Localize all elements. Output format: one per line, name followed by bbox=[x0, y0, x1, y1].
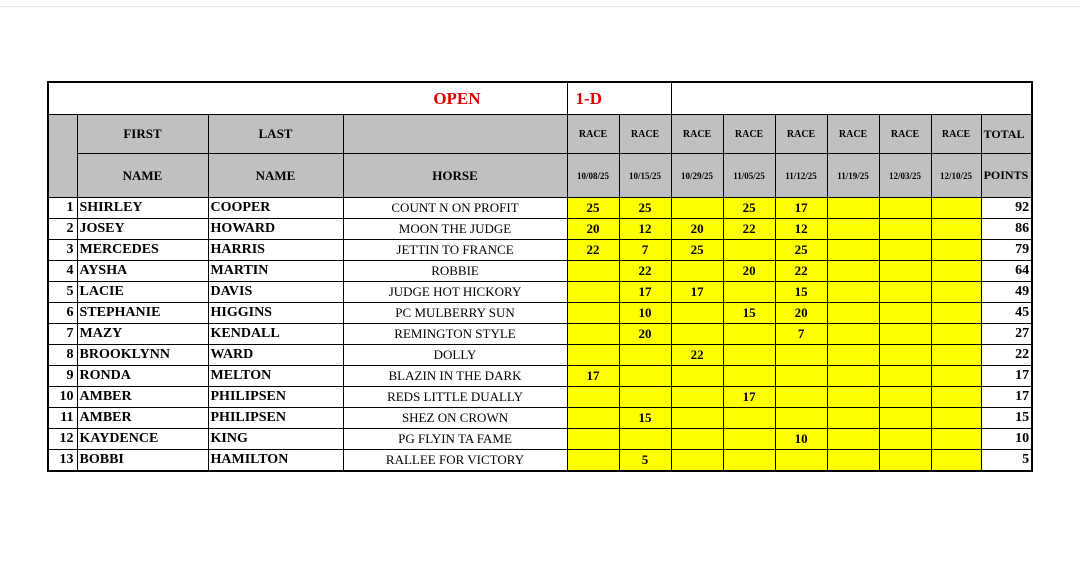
division-cell bbox=[567, 82, 671, 115]
last-name-header-top: LAST bbox=[208, 115, 343, 154]
table-row bbox=[48, 450, 1032, 472]
table-row bbox=[48, 240, 1032, 261]
first-name-header-bottom: NAME bbox=[77, 154, 208, 198]
rank-cell: 13 bbox=[48, 450, 77, 472]
sheet-title: OPEN bbox=[433, 88, 481, 108]
horse-cell: REMINGTON STYLE bbox=[343, 324, 567, 345]
race-score-cell bbox=[723, 282, 775, 303]
race-score-cell bbox=[671, 198, 723, 219]
title-spacer bbox=[671, 82, 1032, 115]
last-name-cell: MARTIN bbox=[208, 261, 343, 282]
race-score-cell bbox=[827, 303, 879, 324]
race-score-cell bbox=[723, 324, 775, 345]
race-score-cell: 7 bbox=[775, 324, 827, 345]
rank-cell: 10 bbox=[48, 387, 77, 408]
first-name-cell: AYSHA bbox=[77, 261, 208, 282]
race-date: 10/29/25 bbox=[671, 154, 723, 198]
first-name-cell: JOSEY bbox=[77, 219, 208, 240]
rank-cell: 8 bbox=[48, 345, 77, 366]
race-date: 11/12/25 bbox=[775, 154, 827, 198]
race-score-cell bbox=[619, 387, 671, 408]
horse-header: HORSE bbox=[343, 154, 567, 198]
race-header: RACE bbox=[567, 115, 619, 154]
first-name-cell: STEPHANIE bbox=[77, 303, 208, 324]
last-name-cell: KING bbox=[208, 429, 343, 450]
race-score-cell bbox=[879, 366, 931, 387]
race-score-cell bbox=[723, 345, 775, 366]
horse-header-top bbox=[343, 115, 567, 154]
race-date: 10/08/25 bbox=[567, 154, 619, 198]
race-score-cell bbox=[931, 408, 981, 429]
race-score-cell: 12 bbox=[775, 219, 827, 240]
race-score-cell: 17 bbox=[671, 282, 723, 303]
top-divider bbox=[0, 6, 1080, 7]
race-score-cell: 25 bbox=[567, 198, 619, 219]
last-name-header-bottom: NAME bbox=[208, 154, 343, 198]
race-score-cell bbox=[567, 345, 619, 366]
race-score-cell: 17 bbox=[775, 198, 827, 219]
race-header: RACE bbox=[931, 115, 981, 154]
race-score-cell: 25 bbox=[775, 240, 827, 261]
race-score-cell bbox=[671, 261, 723, 282]
race-score-cell bbox=[567, 429, 619, 450]
horse-cell: COUNT N ON PROFIT bbox=[343, 198, 567, 219]
total-points-cell: 10 bbox=[981, 429, 1032, 450]
race-score-cell bbox=[827, 198, 879, 219]
rank-cell: 1 bbox=[48, 198, 77, 219]
race-score-cell bbox=[879, 198, 931, 219]
race-score-cell bbox=[723, 408, 775, 429]
race-score-cell: 15 bbox=[775, 282, 827, 303]
race-score-cell bbox=[879, 429, 931, 450]
first-name-header-top: FIRST bbox=[77, 115, 208, 154]
race-score-cell bbox=[671, 387, 723, 408]
header-row-2 bbox=[48, 154, 1032, 198]
horse-cell: JUDGE HOT HICKORY bbox=[343, 282, 567, 303]
race-score-cell: 15 bbox=[619, 408, 671, 429]
standings-table bbox=[47, 81, 1033, 472]
last-name-cell: HIGGINS bbox=[208, 303, 343, 324]
first-name-cell: MERCEDES bbox=[77, 240, 208, 261]
race-score-cell bbox=[775, 387, 827, 408]
race-date: 10/15/25 bbox=[619, 154, 671, 198]
race-score-cell bbox=[671, 429, 723, 450]
standings-sheet bbox=[47, 81, 1033, 472]
race-score-cell: 10 bbox=[619, 303, 671, 324]
race-score-cell bbox=[619, 345, 671, 366]
race-score-cell bbox=[879, 282, 931, 303]
first-name-cell: SHIRLEY bbox=[77, 198, 208, 219]
horse-cell: REDS LITTLE DUALLY bbox=[343, 387, 567, 408]
total-header-bottom: POINTS bbox=[981, 154, 1032, 198]
race-score-cell bbox=[827, 450, 879, 472]
race-score-cell bbox=[827, 408, 879, 429]
last-name-cell: HAMILTON bbox=[208, 450, 343, 472]
race-score-cell bbox=[671, 303, 723, 324]
race-date: 12/03/25 bbox=[879, 154, 931, 198]
race-score-cell bbox=[723, 429, 775, 450]
race-score-cell bbox=[931, 240, 981, 261]
race-score-cell bbox=[827, 345, 879, 366]
table-row bbox=[48, 303, 1032, 324]
race-score-cell: 25 bbox=[671, 240, 723, 261]
race-score-cell bbox=[671, 408, 723, 429]
total-points-cell: 49 bbox=[981, 282, 1032, 303]
last-name-cell: PHILIPSEN bbox=[208, 387, 343, 408]
horse-cell: SHEZ ON CROWN bbox=[343, 408, 567, 429]
horse-cell: PC MULBERRY SUN bbox=[343, 303, 567, 324]
total-points-cell: 22 bbox=[981, 345, 1032, 366]
race-header: RACE bbox=[619, 115, 671, 154]
horse-cell: JETTIN TO FRANCE bbox=[343, 240, 567, 261]
race-score-cell bbox=[879, 387, 931, 408]
race-score-cell: 22 bbox=[775, 261, 827, 282]
rank-cell: 12 bbox=[48, 429, 77, 450]
race-score-cell bbox=[827, 429, 879, 450]
race-score-cell: 15 bbox=[723, 303, 775, 324]
race-score-cell bbox=[931, 366, 981, 387]
total-points-cell: 17 bbox=[981, 366, 1032, 387]
horse-cell: PG FLYIN TA FAME bbox=[343, 429, 567, 450]
last-name-cell: PHILIPSEN bbox=[208, 408, 343, 429]
total-header-top: TOTAL bbox=[981, 115, 1032, 154]
race-score-cell bbox=[827, 387, 879, 408]
race-score-cell bbox=[931, 345, 981, 366]
table-row bbox=[48, 366, 1032, 387]
race-score-cell bbox=[931, 429, 981, 450]
table-row bbox=[48, 408, 1032, 429]
race-score-cell bbox=[827, 366, 879, 387]
race-score-cell bbox=[931, 387, 981, 408]
table-row bbox=[48, 345, 1032, 366]
race-score-cell: 17 bbox=[723, 387, 775, 408]
total-points-cell: 45 bbox=[981, 303, 1032, 324]
race-score-cell bbox=[775, 345, 827, 366]
race-score-cell bbox=[723, 366, 775, 387]
race-score-cell bbox=[671, 366, 723, 387]
race-score-cell bbox=[723, 450, 775, 472]
horse-cell: RALLEE FOR VICTORY bbox=[343, 450, 567, 472]
race-score-cell: 22 bbox=[671, 345, 723, 366]
total-points-cell: 79 bbox=[981, 240, 1032, 261]
race-score-cell bbox=[931, 261, 981, 282]
race-score-cell bbox=[879, 303, 931, 324]
race-score-cell bbox=[931, 303, 981, 324]
total-points-cell: 64 bbox=[981, 261, 1032, 282]
race-header: RACE bbox=[827, 115, 879, 154]
race-score-cell: 25 bbox=[619, 198, 671, 219]
race-score-cell bbox=[567, 450, 619, 472]
horse-cell: MOON THE JUDGE bbox=[343, 219, 567, 240]
race-score-cell bbox=[879, 450, 931, 472]
race-score-cell: 12 bbox=[619, 219, 671, 240]
race-score-cell: 20 bbox=[775, 303, 827, 324]
race-score-cell: 5 bbox=[619, 450, 671, 472]
total-points-cell: 17 bbox=[981, 387, 1032, 408]
race-score-cell bbox=[567, 303, 619, 324]
race-score-cell bbox=[827, 240, 879, 261]
rank-cell: 3 bbox=[48, 240, 77, 261]
last-name-cell: DAVIS bbox=[208, 282, 343, 303]
race-score-cell bbox=[879, 240, 931, 261]
total-points-cell: 86 bbox=[981, 219, 1032, 240]
first-name-cell: AMBER bbox=[77, 408, 208, 429]
first-name-cell: AMBER bbox=[77, 387, 208, 408]
race-score-cell bbox=[775, 408, 827, 429]
race-header: RACE bbox=[723, 115, 775, 154]
table-row bbox=[48, 282, 1032, 303]
last-name-cell: KENDALL bbox=[208, 324, 343, 345]
rank-cell: 7 bbox=[48, 324, 77, 345]
first-name-cell: BROOKLYNN bbox=[77, 345, 208, 366]
race-score-cell bbox=[827, 324, 879, 345]
race-score-cell bbox=[567, 282, 619, 303]
race-score-cell bbox=[775, 450, 827, 472]
rank-header bbox=[48, 115, 77, 198]
race-score-cell bbox=[931, 324, 981, 345]
race-score-cell bbox=[879, 345, 931, 366]
race-header: RACE bbox=[671, 115, 723, 154]
total-points-cell: 27 bbox=[981, 324, 1032, 345]
race-score-cell bbox=[879, 261, 931, 282]
last-name-cell: HOWARD bbox=[208, 219, 343, 240]
race-score-cell: 22 bbox=[619, 261, 671, 282]
race-score-cell: 7 bbox=[619, 240, 671, 261]
race-score-cell: 20 bbox=[671, 219, 723, 240]
rank-cell: 9 bbox=[48, 366, 77, 387]
table-row bbox=[48, 387, 1032, 408]
first-name-cell: RONDA bbox=[77, 366, 208, 387]
first-name-cell: KAYDENCE bbox=[77, 429, 208, 450]
race-score-cell: 22 bbox=[723, 219, 775, 240]
race-score-cell: 17 bbox=[567, 366, 619, 387]
rank-cell: 2 bbox=[48, 219, 77, 240]
header-row-1 bbox=[48, 115, 1032, 154]
rank-cell: 5 bbox=[48, 282, 77, 303]
race-score-cell bbox=[931, 450, 981, 472]
race-score-cell bbox=[827, 219, 879, 240]
first-name-cell: LACIE bbox=[77, 282, 208, 303]
race-score-cell bbox=[567, 261, 619, 282]
race-score-cell: 10 bbox=[775, 429, 827, 450]
race-score-cell bbox=[931, 282, 981, 303]
race-score-cell bbox=[671, 450, 723, 472]
race-score-cell: 20 bbox=[567, 219, 619, 240]
race-date: 11/19/25 bbox=[827, 154, 879, 198]
first-name-cell: MAZY bbox=[77, 324, 208, 345]
race-score-cell bbox=[567, 324, 619, 345]
race-score-cell: 17 bbox=[619, 282, 671, 303]
table-row bbox=[48, 198, 1032, 219]
race-score-cell bbox=[879, 324, 931, 345]
race-score-cell bbox=[827, 282, 879, 303]
race-score-cell bbox=[567, 408, 619, 429]
race-score-cell bbox=[775, 366, 827, 387]
table-row bbox=[48, 429, 1032, 450]
race-score-cell bbox=[723, 240, 775, 261]
race-score-cell bbox=[827, 261, 879, 282]
race-score-cell bbox=[879, 408, 931, 429]
race-score-cell bbox=[931, 198, 981, 219]
horse-cell: BLAZIN IN THE DARK bbox=[343, 366, 567, 387]
race-score-cell bbox=[567, 387, 619, 408]
race-score-cell: 22 bbox=[567, 240, 619, 261]
race-score-cell bbox=[879, 219, 931, 240]
first-name-cell: BOBBI bbox=[77, 450, 208, 472]
last-name-cell: WARD bbox=[208, 345, 343, 366]
division-label: 1-D bbox=[575, 88, 602, 108]
last-name-cell: HARRIS bbox=[208, 240, 343, 261]
race-date: 11/05/25 bbox=[723, 154, 775, 198]
race-score-cell: 20 bbox=[619, 324, 671, 345]
race-score-cell: 25 bbox=[723, 198, 775, 219]
total-points-cell: 15 bbox=[981, 408, 1032, 429]
title-row bbox=[48, 82, 1032, 115]
total-points-cell: 5 bbox=[981, 450, 1032, 472]
title-cell bbox=[48, 82, 567, 115]
race-score-cell bbox=[931, 219, 981, 240]
race-header: RACE bbox=[775, 115, 827, 154]
last-name-cell: MELTON bbox=[208, 366, 343, 387]
rank-cell: 11 bbox=[48, 408, 77, 429]
table-row bbox=[48, 219, 1032, 240]
total-points-cell: 92 bbox=[981, 198, 1032, 219]
table-row bbox=[48, 324, 1032, 345]
race-score-cell bbox=[619, 366, 671, 387]
race-date: 12/10/25 bbox=[931, 154, 981, 198]
rank-cell: 6 bbox=[48, 303, 77, 324]
race-score-cell: 20 bbox=[723, 261, 775, 282]
horse-cell: DOLLY bbox=[343, 345, 567, 366]
race-score-cell bbox=[671, 324, 723, 345]
table-row bbox=[48, 261, 1032, 282]
horse-cell: ROBBIE bbox=[343, 261, 567, 282]
last-name-cell: COOPER bbox=[208, 198, 343, 219]
race-score-cell bbox=[619, 429, 671, 450]
race-header: RACE bbox=[879, 115, 931, 154]
rank-cell: 4 bbox=[48, 261, 77, 282]
